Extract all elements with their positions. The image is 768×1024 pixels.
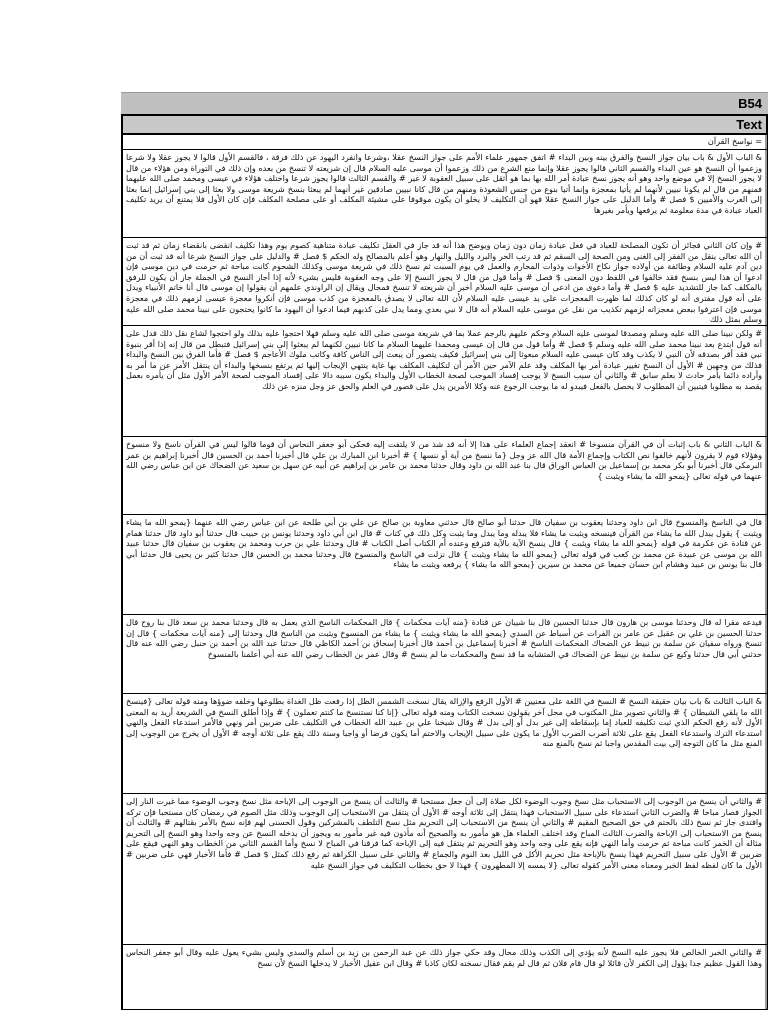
cell-reference: B54 [121, 92, 768, 114]
text-row[interactable]: # ولكن نبينا صلى الله عليه وسلم ومصدقا لموسى عليه السلام وحكم عليهم بالرجم عملا بما في شريعة موسى صلى الله عليه وسلم فهلا احتجوا عليه بذلك ولو احتجوا لشاع نقل ذلك فدل على أنه قول ابتدع بعد نبينا محمد صلى الله عليه وسلم $ فصل # وأما قول من قال إن عيسى ومحمدا عليهما السلام ما كانا نبيين لكنهما لم يبعثوا إلى بني إسرائيل فتبطل من قال إنه إذا أقر بنبوة نبي فقد أقر بصدقه لأن النبي لا يكذب وقد كان عيسى عليه السلام مبعوثا إلى بني إسرائيل فكيف يتصور أن يبعث إلى الناس كافة وكاتب ملوك الأعاجم $ فصل # فأما الفرق بين النسخ والبداء فذلك من وجهين # الأول أن النسخ تغيير عبادة أمر بها المكلف وقد علم الآمر حين الأمر أن لتكليف المكلف بها غاية ينتهي الإيجاب إليها ثم يرتفع بنسخها والبداء أن ينتقل الأمر عن ما أمر به وأراده دائما بأمر حادث لا بعلم سابق # والثاني أن سبب النسخ لا يوجب إفساد الموجب لصحة الخطاب الأول والبداء يكون سببه دالا على إفساد الموجب لصحة الأمر الأول مثل أن يأمره بعمل يقصد به مطلوبا فيتبين أن المطلوب لا يحصل بالفعل فيبدو له ما يوجب الرجوع عنه وكلا الأمرين يدل على قصور في العلم والحق عز وجل منزه عن ذلك [122, 326, 768, 437]
text-row[interactable]: & الباب الأول & باب بيان جواز النسخ والفرق بينه وبين البداء # اتفق جمهور علماء الأمم على جواز النسخ عقلا ،وشرعا وانفرد اليهود عن ذلك فرقة ، فالقسم الأول قالوا لا يجوز عقلا ولا شرعا وزعموا أن النسخ هو عين البداء والقسم الثاني قالوا يجوز عقلا وإنما منع الشرع من ذلك وزعموا أن موسى عليه السلام قال إن شريعته لا تنسخ من بعده وإن ذلك في التوراة ومن هؤلاء من قال لا يجوز النسخ إلا في موضع واحد وهو أنه يجوز نسخ عبادة أمر الله بها بما هو أثقل على سبيل العقوبة لا غير # والقسم الثالث قالوا يجوز شرعا واختلف هؤلاء في عيسى ومحمد صلى الله عليهما فمنهم من قال لم يكونا نبيين لأنهما لم يأتيا بمعجزة وإنما أتيا بنوع من جنس الشعوذة ومنهم من قال كانا نبيين صادقين غير أنهما لم يبعثا بنسخ شريعة موسى ولا بعثا إلى بني إسرائيل إنما بعثا إلى العرب والأميين $ فصل # وأما الدليل على جواز النسخ عقلا فهو أن التكليف لا يخلو أن يكون موقوفا على مشيئة المكلف أو على مصلحة المكلف فإن كان الأول فلا يمتنع أن يريد تكليف العباد عبادة في مدة معلومة ثم يرفعها ويأمر بغيرها [122, 150, 768, 238]
text-row[interactable]: = نواسخ القرآن [122, 135, 768, 150]
text-row[interactable]: # والثاني أن ينسخ من الوجوب إلى الاستحباب مثل نسخ وجوب الوضوء لكل صلاة إلى أن جعل مستحبا # والثالث أن ينسخ من الوجوب إلى الإباحة مثل نسخ وجوب الوضوء مما غيرت النار إلى الجواز فصار مباحا # والضرب الثاني استدعاء على سبيل الاستحباب فهذا ينتقل إلى ثلاثة أوجه # الأول أن ينتقل من الاستحباب إلى الوجوب وذلك مثل الصوم في رمضان كان مستحبا فإن تركه وافتدى جاز ثم نسخ ذلك بالحتم في حق الصحيح المقيم # والثاني أن ينسخ من الاستحباب إلى التحريم مثل نسخ التلطف بالمشركين وقول الحسنى لهم فإنه نسخ بالأمر بقتالهم # والثالث أن ينسخ من الاستحباب إلى الإباحة والضرب الثالث المباح وقد اختلف العلماء هل هو مأمور به والصحيح أنه مأذون فيه غير مأمور به ويجوز أن يدخله النسخ عن وجه واحدا وهو النسخ إلى التحريم مثاله أن الخمر كانت مباحة ثم حرمت وأما النهي فإنه يقع على وجه واحد وهو التحريم ثم ينتقل فيه إلى الإباحة كما فرقنا في المباح لا نسخ وأما القسم الثاني من الخطاب وهو النهي فيقع على ضربين # الأول على سبيل التحريم فهذا ينسخ بالإباحة مثل تحريم الأكل في الليل بعد النوم والجماع # والثاني على سبيل الكراهة ثم رفع ذلك كمثل $ فصل # فأما الأخبار فهي على ضربين # الأول ما كان لفظه لفظ الخبر ومعناه معنى الأمر كقوله تعالى {لا يمسه إلا المطهرون } فهذا لا حق بخطاب التكليف في جواز النسخ عليه [122, 794, 768, 945]
text-rows [121, 135, 768, 1010]
column-header-text[interactable]: Text [121, 114, 768, 135]
text-row[interactable]: # وإن كان الثاني فجائز أن تكون المصلحة للعباد في فعل عبادة زمان دون زمان ويوضح هذا أنه قد جاز في العقل تكليف عبادة متناهية كصوم يوم وهذا تكليف انقضى بانقضاء زمان ثم قد ثبت أن الله تعالى ينقل من الفقر إلى الغنى ومن الصحة إلى السقم ثم قد رتب الحر والبرد والليل والنهار وهو أعلم بالمصالح وله الحكم $ فصل # والدليل على جواز النسخ شرعا أنه قد ثبت أن من دين آدم عليه السلام وطائفة من أولاده جواز نكاح الأخوات وذوات المحارم والعمل في يوم السبت ثم نسخ ذلك في شريعة موسى وكذلك الشحوم كانت مباحة ثم حرمت في دين موسى فإن ادعوا أن هذا ليس بنسخ فقد خالفوا في اللفظ دون المعنى $ فصل # وأما قول من قال لا يجوز النسخ إلا على وجه العقوبة فليس بشيء لأنه إذا أجاز النسخ في الجملة جاز أن يكون للرفق بالمكلف كما جاز للتشديد عليه $ فصل # وأما دعوى من ادعى أن موسى عليه السلام أخبر أن شريعته لا تنسخ فمحال ويقال إن الراوندي علمهم أن يقولوا إن موسى قال أنا خاتم الأنبياء ويدل على أنه قول مفترى أنه لو كان كذلك لما ظهرت المعجزات على يد عيسى عليه السلام لأن الله تعالى لا يصدق بالمعجزة من كذب موسى فإن أنكروا معجزة عيسى لزمهم ذلك في معجزة موسى فإن اعترفوا ببعض معجزاته لزمهم تكذيب من نقل عن موسى عليه السلام أنه قال لا نبي بعدي ومما يدل على كذبهم فيما ادعوا أن اليهود ما كانوا يحتجون على نبينا محمد صلى الله عليه وسلم بمثل ذلك [122, 238, 768, 326]
text-row[interactable]: # والثاني الخبر الخالص فلا يجوز عليه النسخ لأنه يؤدي إلى الكذب وذلك محال وقد حكي جواز ذلك عن عبد الرحمن بن زيد بن أسلم والسدي وليس بشيء يعول عليه وقال أبو جعفر النحاس وهذا القول عظيم جدا يؤول إلى الكفر لأن قائلا لو قال قام فلان ثم قال لم يقم فقال نسخته لكان كاذبا # وقال ابن عقيل الأخبار لا يدخلها النسخ لأن نسخ [122, 945, 768, 1010]
spreadsheet-sheet [121, 92, 768, 1024]
text-row[interactable]: & الباب الثالث & باب بيان حقيقة النسخ # النسخ في اللغة على معنيين # الأول الرفع والإزالة يقال نسخت الشمس الظل إذا رفعت ظل الغداة بطلوعها وخلفه ضوؤها ومنه قوله تعالى {فينسخ الله ما يلقي الشيطان } # والثاني تصوير مثل المكتوب في محل آخر يقولون نسخت الكتاب ومنه قوله تعالى {إنا كنا نستنسخ ما كنتم تعملون } # وإذا أطلق النسخ في الشريعة أريد به المعنى الأول لأنه رفع الحكم الذي ثبت تكليفه للعباد إما بإسقاطه إلى غير بدل أو إلى بدل # وقال شيخنا علي بن عبيد الله الخطاب في التكليف على ضربين أمر ونهي فالأمر استدعاء الفعل والنهي استدعاء الترك واستدعاء الفعل يقع على ثلاثة أضرب الضرب الأول ما يكون على سبيل الإيجاب والاحتم أما يكون فرضا أو واجبا وسنة ذلك يقع على ثلاثة أوجه # الأول أن يخرج من الوجوب إلى المنع مثل ما كان التوجه إلى بيت المقدس واجبا ثم نسخ بالمنع منه [122, 694, 768, 794]
text-row[interactable]: قال في الناسخ والمنسوخ قال ابن داود وحدثنا يعقوب بن سفيان قال حدثنا أبو صالح قال حدثني معاوية بن صالح عن علي بن أبي طلحة عن ابن عباس رضي الله عنهما {يمحو الله ما يشاء ويثبت } يقول يبدل الله ما يشاء من القرآن فينسخه ويثبت ما يشاء فلا يبدله وما يبدل وما يثبت وكل ذلك في كتاب # قال ابن أبي داود وحدثنا يونس بن حبيب قال حدثنا أبو داود قال حدثنا همام عن قتادة عن عكرمة في قوله {يمحو الله ما يشاء ويثبت } قال ينسخ الآية بالآية فترفع وعنده أم الكتاب أصل الكتاب # قال وحدثنا علي بن حرب ومحمد بن يعقوب بن سفيان قال حدثنا عبيد الله بن موسى عن عبيدة عن محمد بن كعب في قوله تعالى {يمحو الله ما يشاء ويثبت } قال نزلت في الناسخ والمنسوخ قال وحدثنا محمد بن الحسن قال حدثنا كثير بن يحيى قال حدثنا أبي قال بنا يونس بن عبيد وهشام ابن حسان جميعا عن محمد بن سيرين {يمحو الله ما يشاء } يرفعه ويثبت ما يشاء [122, 515, 768, 615]
text-row[interactable]: & الباب الثاني & باب إثبات أن في القرآن منسوخا # انعقد إجماع العلماء على هذا إلا أنه قد شذ من لا يلتفت إليه فحكى أبو جعفر النحاس أن قوما قالوا ليس في القرآن ناسخ ولا منسوخ وهؤلاء قوم لا يقرون لأنهم خالفوا نص الكتاب وإجماع الأمة قال الله عز وجل {ما ننسخ من آية أو ننسها } # أخبرنا ابن المبارك بن علي قال أخبرنا أحمد بن الحسين قال أخبرنا إبراهيم بن عمر البرمكي قال أخبرنا أبو بكر محمد بن إسماعيل بن العباس الوراق قال بنا عبد الله بن داود وقال حدثنا محمد بن عامر بن إبراهيم عن أبيه عن سهل بن سعيد عن الضحاك عن ابن عباس رضي الله عنهما في قوله تعالى {يمحو الله ما يشاء ويثبت } [122, 437, 768, 515]
text-row[interactable]: فيدعه مقرا له قال وحدثنا موسى بن هارون قال حدثنا الحسين قال بنا شيبان عن قتادة {منه آيات محكمات } قال المحكمات الناسخ الذي يعمل به قال وحدثنا محمد بن سعد قال بنا روح قال حدثنا الحسين بن علي بن عقيل عن عامر بن الفرات عن أسباط عن السدي {يمحو الله ما يشاء ويثبت } ما يشاء من المنسوخ ويثبت من الناسخ قال وحدثنا إلى {منه آيات محكمات } قال إن تنسخ ورواه سفيان عن سلمة بن نبيط عن الضحاك المحكمات الناسخ # أخبرنا إسماعيل بن أحمد قال أخبرنا إسحاق بن أحمد الكاظي قال حدثنا عبد الله بن أحمد بن حنبل رضي الله عنه قال حدثني أبي قال حدثنا وكيع عن سلمة بن نبيط عن الضحاك في المتشابه ما قد نسخ والمحكمات ما لم ينسخ # وقال عمر بن الخطاب رضي الله عنه أبي أعلمنا بالمنسوخ [122, 615, 768, 694]
